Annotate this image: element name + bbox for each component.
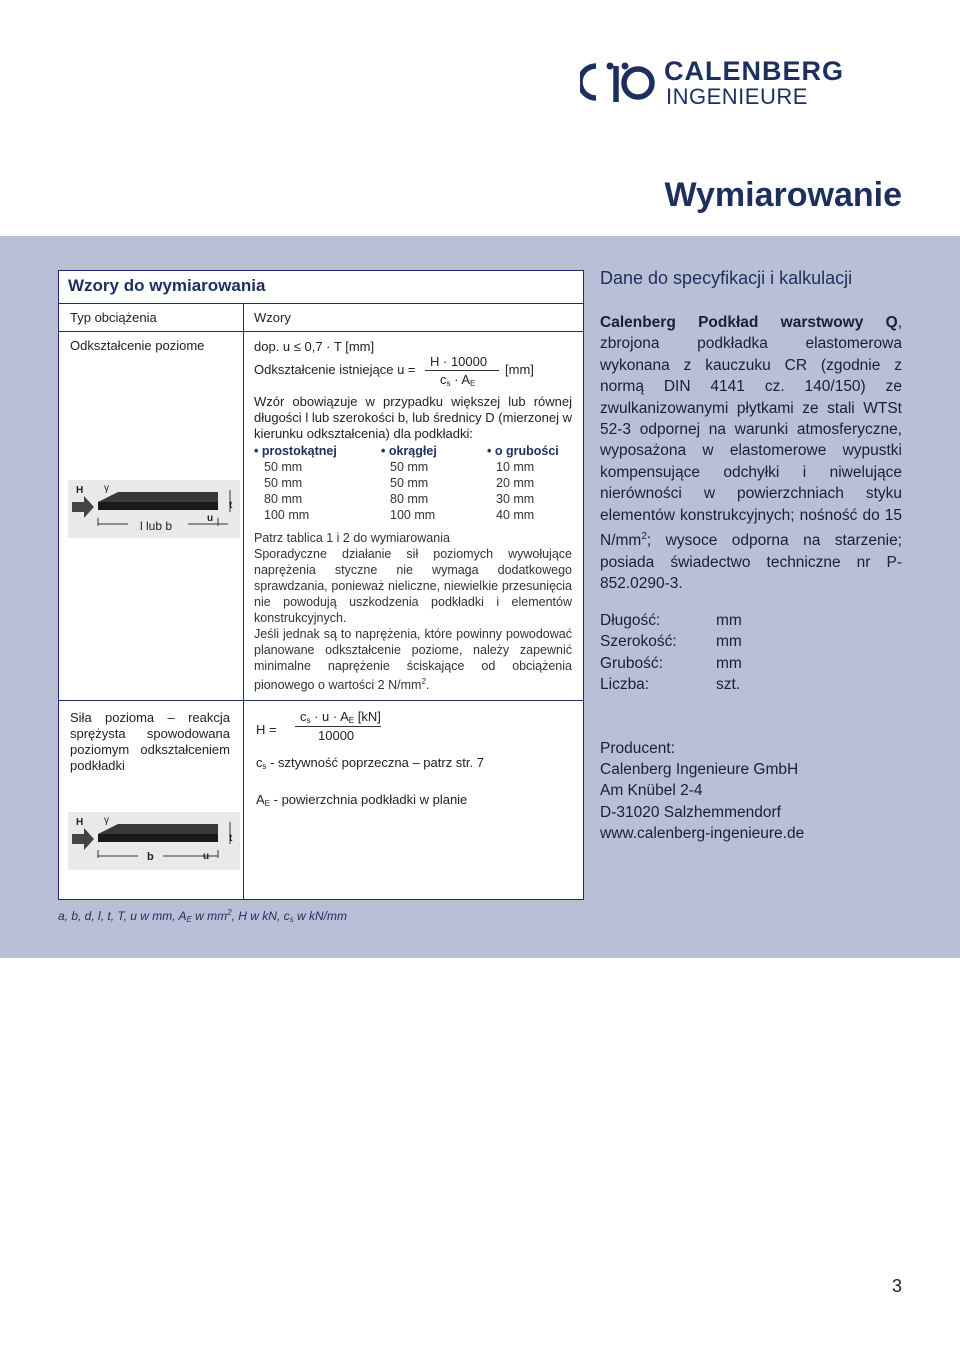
table-divider <box>58 303 584 304</box>
validity-paragraph: Wzór obowiązuje w przypadku większej lub równej długości l lub szerokości b, lub średnicy D (mierzonej w kierunku odkształcenia) dla podkładki: <box>254 394 572 441</box>
table-title: Wzory do wymiarowania <box>68 276 266 295</box>
diagram-label-length: l lub b <box>140 519 173 533</box>
formula-h-denominator: 10000 <box>318 728 355 743</box>
producer-city: D-31020 Salzhemmendorf <box>600 804 781 821</box>
definition-ae: $A_E$ - powierzchnia podkładki w planie <box>256 792 468 808</box>
load-type-horizontal-force: Siła pozioma – reakcja sprężysta spowodowana poziomym odkształceniem podkładki <box>70 710 230 773</box>
shape-value: 20 mm <box>496 476 535 490</box>
field-width-unit: mm <box>716 633 742 650</box>
table-divider <box>58 700 584 701</box>
fraction-bar <box>425 370 499 371</box>
formula-u-numerator: H · 10000 <box>430 354 488 369</box>
field-thickness-label: Grubość: <box>600 655 663 672</box>
shape-value: 50 mm <box>390 476 429 490</box>
col-header-formulas: Wzory <box>254 310 291 325</box>
table-divider <box>58 331 584 332</box>
field-width-label: Szerokość: <box>600 633 677 650</box>
producer-label: Producent: <box>600 740 675 757</box>
page-number: 3 <box>892 1276 903 1296</box>
diagram-label-gamma: γ <box>104 483 109 494</box>
diagram-label-u: u <box>207 513 214 524</box>
shape-value: 10 mm <box>496 460 535 474</box>
load-type-horizontal-deformation: Odkształcenie poziome <box>70 338 205 353</box>
force-diagram <box>68 812 240 870</box>
formula-h-numerator: $c_s \cdot u \cdot A_E$ [kN] <box>300 709 381 725</box>
reference-note: Patrz tablica 1 i 2 do wymiarowania <box>254 531 450 545</box>
diagram-label-t: t <box>229 833 233 844</box>
sporadic-forces-paragraph: Sporadyczne działanie sił poziomych wywołujące naprężenia styczne nie wymaga dodatkowego sprawdzania, ponieważ nieliczne, niewielkie przesunięcia nie powodują uszkodzenia podkładki i elementów konstrukcyjnych. <box>254 547 572 625</box>
allowed-deformation: dop. u ≤ 0,7 · T [mm] <box>254 339 375 354</box>
logo-wordmark: CALENBERG <box>664 56 845 86</box>
shape-value: 100 mm <box>264 508 310 522</box>
diagram-label-h: H <box>76 485 84 496</box>
shape-round: • okrągłej <box>381 444 437 458</box>
shape-value: 100 mm <box>390 508 436 522</box>
shape-value: 40 mm <box>496 508 535 522</box>
shape-value: 80 mm <box>264 492 303 506</box>
field-length-label: Długość: <box>600 612 661 629</box>
field-length-unit: mm <box>716 612 742 629</box>
fraction-bar <box>295 726 381 727</box>
field-count-unit: szt. <box>716 676 741 693</box>
producer-name: Calenberg Ingenieure GmbH <box>600 761 799 778</box>
spec-description: Calenberg Podkład warstwowy Q, zbrojona podkładka elastomerowa wykonana z kauczuku CR (zgodnie z normą DIN 4141 cz. 140/150) ze zwulkanizowanymi płytkami ze stali WTSt 52-3 odpornej na warunki atmosferyczne, wyposażona w elastomerowe wypustki kompensujące odchyłki i niwelujące nierówności w powierzchniach styku elementów konstrukcyjnych; nośność do 15 $N/mm^2$; wysoce odporna na starzenie; posiada świadectwo techniczne nr P-852.0290-3. <box>600 314 902 593</box>
compression-paragraph: Jeśli jednak są to naprężenia, które powinny powodować planowane odkształcenie poziome, należy zapewnić minimalne naprężenie ściskające od obciążenia pionowego o wartości 2 $N/mm^2$. <box>254 627 572 693</box>
formula-h-prefix: H = <box>256 722 277 737</box>
spec-title: Dane do specyfikacji i kalkulacji <box>600 268 853 288</box>
definition-cs: $c_s$ - sztywność poprzeczna – patrz str. 7 <box>256 755 484 771</box>
field-count-label: Liczba: <box>600 676 650 693</box>
shape-rectangular: • prostokątnej <box>254 444 337 458</box>
units-footnote: a, b, d, l, t, T, u w mm, $A_E$ w $mm^2$, H w kN, $c_s$ w kN/mm <box>58 908 347 924</box>
diagram-label-gamma: γ <box>104 815 109 826</box>
shape-thickness: • o grubości <box>487 444 559 458</box>
formula-u-unit: [mm] <box>505 362 534 377</box>
formula-u-prefix: Odkształcenie istniejące u = <box>254 362 416 377</box>
producer-website-link[interactable]: www.calenberg-ingenieure.de <box>600 825 805 842</box>
diagram-label-u: u <box>203 851 210 862</box>
shape-value: 50 mm <box>390 460 429 474</box>
field-thickness-unit: mm <box>716 655 742 672</box>
shape-value: 50 mm <box>264 476 303 490</box>
diagram-label-b: b <box>147 851 154 863</box>
shape-value: 50 mm <box>264 460 303 474</box>
col-header-load-type: Typ obciążenia <box>70 310 157 325</box>
producer-street: Am Knübel 2-4 <box>600 782 703 799</box>
logo-subtitle: INGENIEURE <box>666 84 808 109</box>
diagram-label-t: t <box>229 500 233 511</box>
page-title: Wymiarowanie <box>664 176 902 214</box>
shape-value: 80 mm <box>390 492 429 506</box>
shape-value: 30 mm <box>496 492 535 506</box>
calenberg-logo-icon <box>580 56 660 108</box>
formula-u-denominator: $c_s \cdot A_E$ <box>440 372 476 388</box>
diagram-label-h: H <box>76 817 84 828</box>
table-column-divider <box>243 303 244 900</box>
